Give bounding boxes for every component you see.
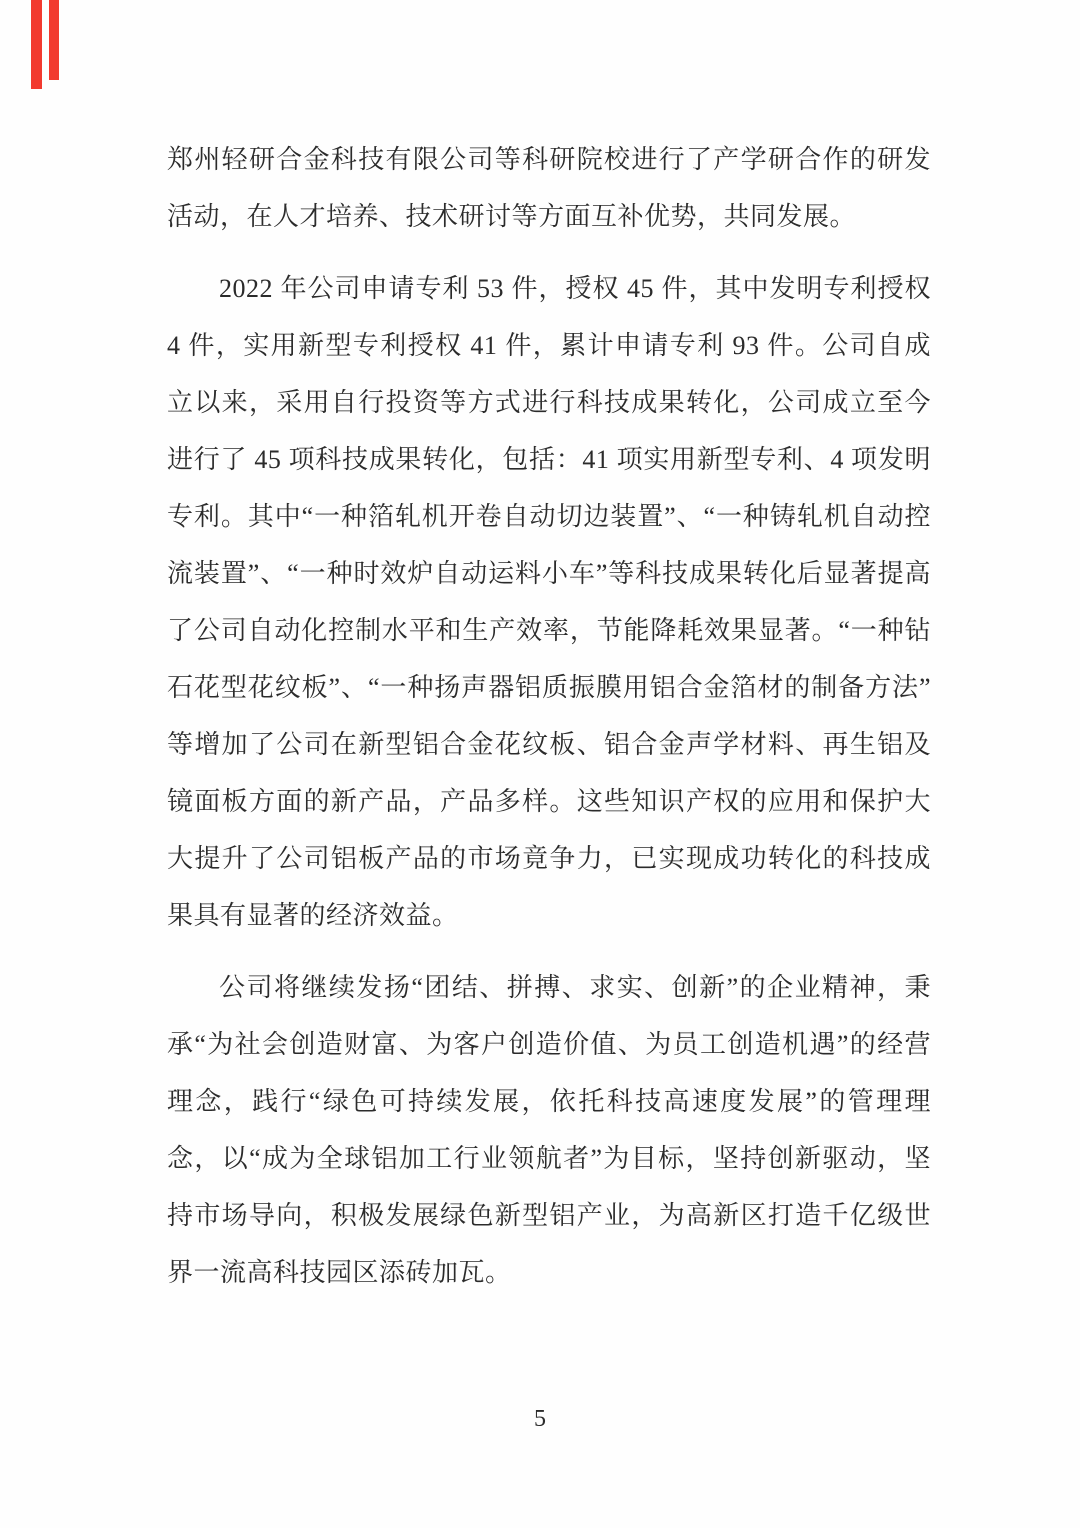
- document-body: [167, 131, 931, 1316]
- paragraph: 公司将继续发扬“团结、拼搏、求实、创新”的企业精神，秉承“为社会创造财富、为客户创造价值、为员工创造机遇”的经营理念，践行“绿色可持续发展，依托科技高速度发展”的管理理念，以“成为全球铝加工行业领航者”为目标，坚持创新驱动，坚持市场导向，积极发展绿色新型铝产业，为高新区打造千亿级世界一流高科技园区添砖加瓦。: [167, 973, 931, 1287]
- page-number: 5: [534, 1406, 546, 1432]
- red-seal-fragment-icon: [31, 0, 42, 89]
- paragraph: 郑州轻研合金科技有限公司等科研院校进行了产学研合作的研发活动，在人才培养、技术研讨等方面互补优势，共同发展。: [167, 145, 931, 231]
- red-seal-fragment-icon: [49, 0, 59, 80]
- paragraph: 2022 年公司申请专利 53 件，授权 45 件，其中发明专利授权 4 件，实用新型专利授权 41 件，累计申请专利 93 件。公司自成立以来，采用自行投资等方式进行科技成果转化，公司成立至今进行了 45 项科技成果转化，包括：41 项实用新型专利、4 项发明专利。其中“一种箔轧机开卷自动切边装置”、“一种铸轧机自动控流装置”、“一种时效炉自动运料小车”等科技成果转化后显著提高了公司自动化控制水平和生产效率，节能降耗效果显著。“一种钻石花型花纹板”、“一种扬声器铝质振膜用铝合金箔材的制备方法”等增加了公司在新型铝合金花纹板、铝合金声学材料、再生铝及镜面板方面的新产品，产品多样。这些知识产权的应用和保护大大提升了公司铝板产品的市场竟争力，已实现成功转化的科技成果具有显著的经济效益。: [167, 274, 931, 930]
